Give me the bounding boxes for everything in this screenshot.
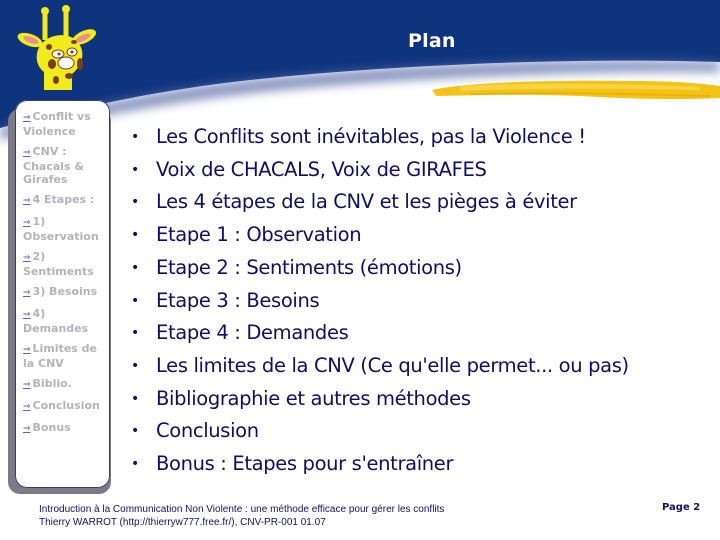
bullet-text: Etape 1 : Observation: [156, 223, 362, 247]
nav-item-label: Biblio.: [32, 377, 72, 390]
nav-item-demandes[interactable]: [23, 307, 106, 335]
bullet-icon: •: [131, 292, 139, 309]
bullet-text: Bibliographie et autres méthodes: [156, 386, 471, 410]
nav-item-4-etapes[interactable]: [23, 193, 106, 208]
nav-item-label: 4 Etapes :: [32, 193, 95, 206]
arrow-right-icon: ⇒: [23, 148, 31, 158]
nav-item-sentiments[interactable]: [23, 250, 106, 278]
bullet-icon: •: [131, 161, 139, 178]
bullet-item: [131, 350, 629, 383]
bullet-text: Les limites de la CNV (Ce qu'elle permet... ou pas): [156, 353, 629, 377]
slide-title: Plan: [408, 30, 456, 52]
bullet-item: [131, 448, 629, 481]
arrow-right-icon: ⇒: [23, 196, 31, 206]
bullet-text: Voix de CHACALS, Voix de GIRAFES: [156, 157, 487, 181]
nav-item-conflit-vs-violence[interactable]: [23, 110, 106, 138]
brush-stroke-decoration: [430, 78, 720, 104]
bullet-icon: •: [131, 194, 139, 211]
bullet-text: Etape 4 : Demandes: [156, 321, 349, 345]
bullet-icon: •: [131, 456, 139, 473]
bullet-text: Les 4 étapes de la CNV et les pièges à éviter: [156, 190, 577, 214]
nav-item-label: Bonus: [32, 421, 71, 434]
bullet-item: [131, 285, 629, 318]
nav-item-label: 3) Besoins: [32, 285, 98, 298]
bullet-text: Bonus : Etapes pour s'entraîner: [156, 452, 454, 476]
bullet-icon: •: [131, 357, 139, 374]
bullet-item: [131, 154, 629, 187]
nav-item-conclusion[interactable]: [23, 399, 106, 414]
arrow-right-icon: ⇒: [23, 218, 31, 228]
nav-item-label: 4) Demandes: [23, 307, 89, 335]
nav-item-cnv-chacals-girafes[interactable]: [23, 145, 106, 186]
nav-item-label: Conclusion: [32, 399, 100, 412]
bullet-icon: •: [131, 129, 139, 145]
footer-line-author: Thierry WARROT (http://thierryw777.free.fr/), CNV-PR-001 01.07: [39, 516, 326, 528]
bullet-text: Les Conflits sont inévitables, pas la Violence !: [156, 125, 586, 148]
bullet-icon: •: [131, 390, 139, 407]
nav-item-besoins[interactable]: [23, 285, 106, 300]
nav-item-label: CNV : Chacals & Girafes: [23, 145, 85, 186]
bullet-item: [131, 383, 629, 416]
nav-item-label: Limites de la CNV: [23, 342, 97, 370]
arrow-right-icon: ⇒: [23, 380, 31, 390]
bullet-item: [131, 415, 629, 448]
arrow-right-icon: ⇒: [23, 113, 31, 123]
giraffe-icon: [14, 2, 100, 92]
arrow-right-icon: ⇒: [23, 310, 31, 320]
bullet-item: [131, 252, 629, 285]
arrow-right-icon: ⇒: [23, 253, 31, 263]
nav-item-label: Conflit vs Violence: [23, 110, 91, 138]
footer-line-title: Introduction à la Communication Non Violente : une méthode efficace pour gérer les conflits: [39, 504, 445, 515]
bullet-text: Conclusion: [156, 419, 259, 443]
nav-item-label: 2) Sentiments: [23, 250, 94, 278]
arrow-right-icon: ⇒: [23, 345, 31, 355]
page-number: Page 2: [662, 502, 701, 513]
bullet-item: [131, 121, 629, 154]
arrow-right-icon: ⇒: [23, 402, 31, 412]
bullet-item: [131, 186, 629, 219]
bullet-item: [131, 219, 629, 252]
bullet-icon: •: [131, 259, 139, 276]
bullet-text: Etape 2 : Sentiments (émotions): [156, 255, 462, 279]
nav-item-label: 1) Observation: [23, 215, 99, 243]
nav-list: [15, 100, 110, 436]
plan-bullet-list: [131, 121, 629, 481]
slide-footer: [39, 504, 444, 529]
bullet-icon: •: [131, 227, 139, 244]
bullet-icon: •: [131, 423, 139, 440]
bullet-text: Etape 3 : Besoins: [156, 288, 320, 312]
nav-item-biblio[interactable]: [23, 377, 106, 392]
nav-item-observation[interactable]: [23, 215, 106, 243]
nav-item-limites-cnv[interactable]: [23, 342, 106, 370]
arrow-right-icon: ⇒: [23, 424, 31, 434]
arrow-right-icon: ⇒: [23, 288, 31, 298]
nav-item-bonus[interactable]: [23, 421, 106, 436]
bullet-item: [131, 317, 629, 350]
nav-panel: [15, 100, 110, 488]
bullet-icon: •: [131, 325, 139, 342]
